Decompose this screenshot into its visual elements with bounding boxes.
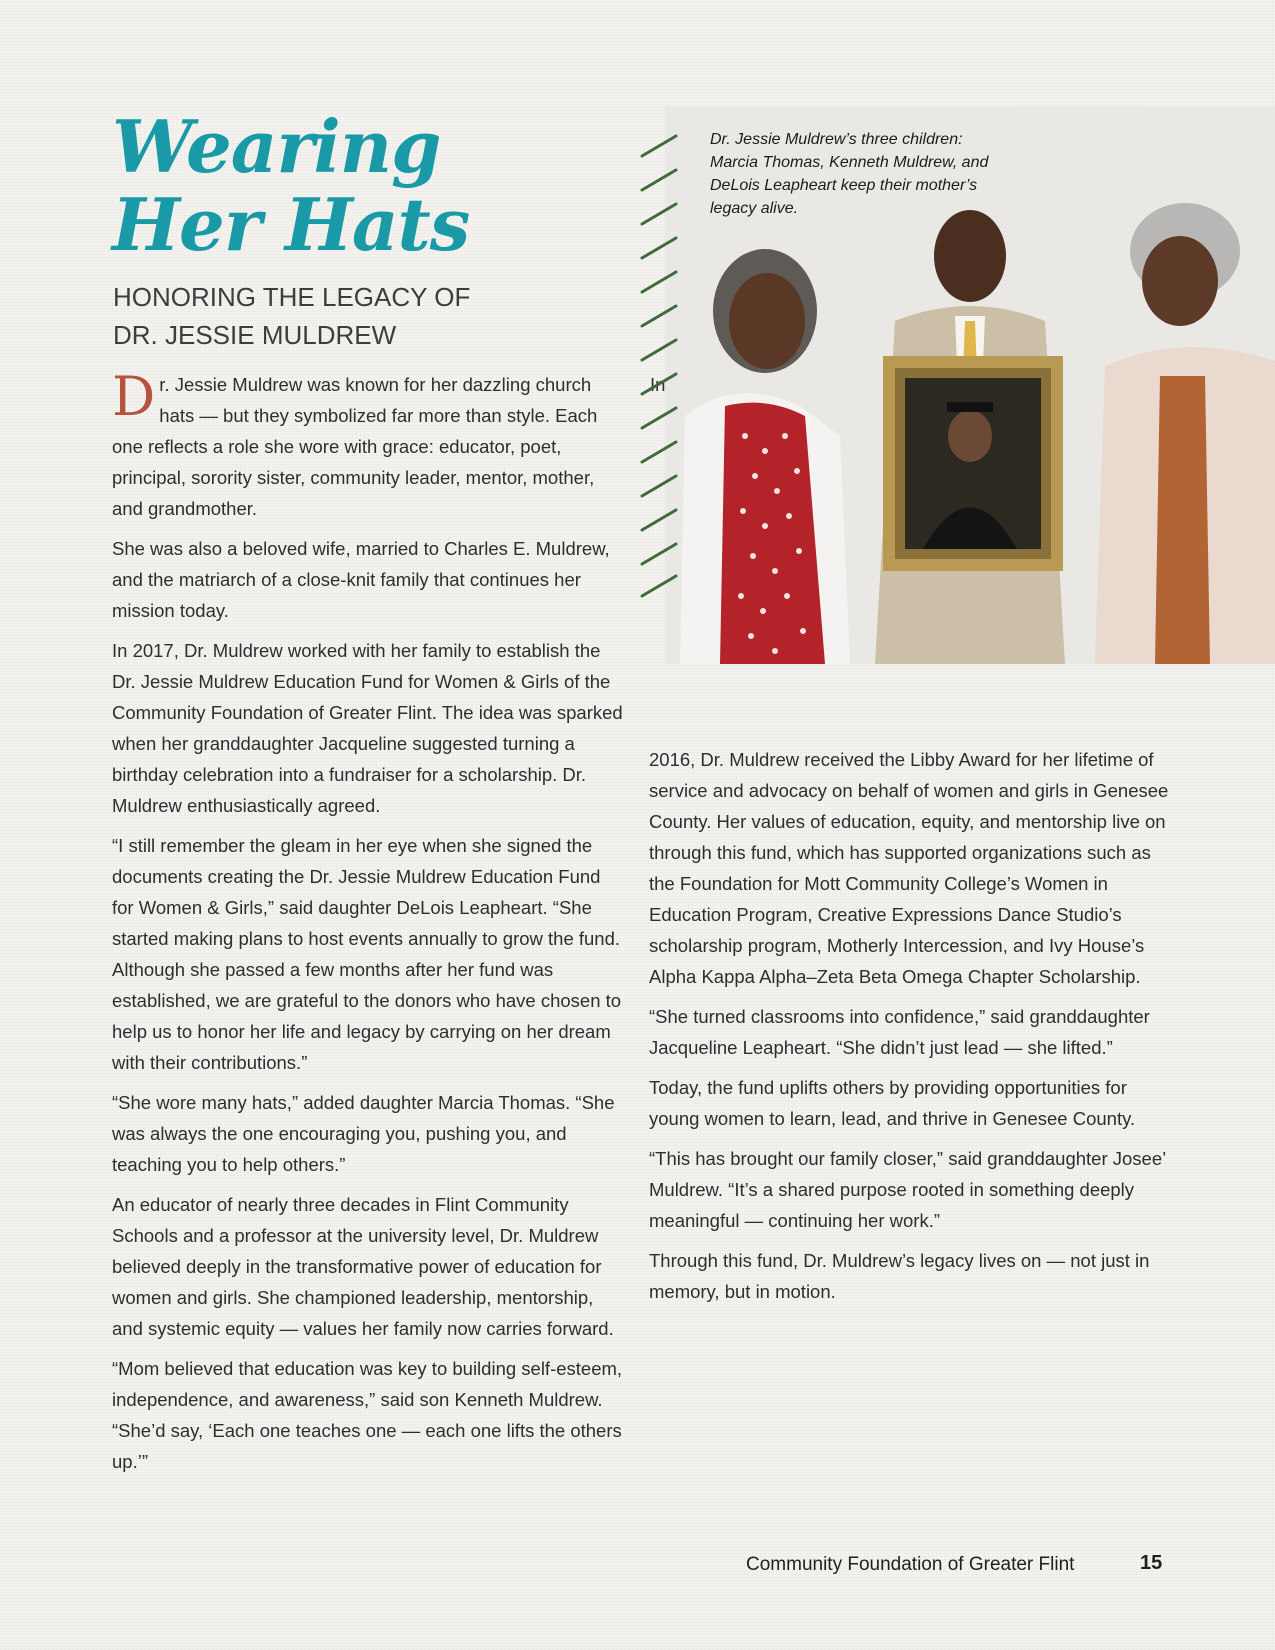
paragraph: “Mom believed that education was key to building self-esteem, independence, and awareness,” said son Kenneth Muldrew. “She’d say, ‘Each one teaches one — each one lifts the others up.’”	[112, 1358, 623, 1472]
paragraph: Today, the fund uplifts others by providing opportunities for young women to learn, lead, and thrive in Genesee County.	[649, 1077, 1136, 1129]
title-line-1: Wearing	[112, 104, 441, 189]
right-column	[649, 744, 1169, 1316]
paragraph-text: r. Jessie Muldrew was known for her dazzling church hats — but they symbolized far more than style. Each one reflects a role she wore with grace: educator, poet, principal, sorority sister, community leader, mentor, mother, and grandmother.	[112, 374, 598, 519]
paragraph: “She turned classrooms into confidence,” said granddaughter Jacqueline Leapheart. “She didn’t just lead — she lifted.”	[649, 1006, 1150, 1058]
page-number: 15	[1140, 1552, 1163, 1574]
subtitle-line-2: DR. JESSIE MULDREW	[113, 320, 397, 350]
stray-text: In	[650, 374, 666, 395]
stitch-decoration	[640, 130, 680, 600]
paragraph: She was also a beloved wife, married to Charles E. Muldrew, and the matriarch of a close-knit family that continues her mission today.	[112, 538, 610, 621]
article-subtitle	[113, 278, 470, 354]
drop-cap: D	[112, 365, 156, 428]
paragraph: “This has brought our family closer,” said granddaughter Josee’ Muldrew. “It’s a shared purpose rooted in something deeply meaningful — continuing her work.”	[649, 1148, 1166, 1231]
left-column	[112, 365, 627, 1486]
subtitle-line-1: HONORING THE LEGACY OF	[113, 282, 471, 312]
paragraph	[112, 365, 627, 524]
article-title	[112, 104, 470, 267]
paragraph: “She wore many hats,” added daughter Marcia Thomas. “She was always the one encouraging you, pushing you, and teaching you to help others.”	[112, 1092, 615, 1175]
paragraph: Through this fund, Dr. Muldrew’s legacy lives on — not just in memory, but in motion.	[649, 1250, 1150, 1302]
paragraph: 2016, Dr. Muldrew received the Libby Award for her lifetime of service and advocacy on behalf of women and girls in Genesee County. Her values of education, equity, and mentorship live on through this fund, which has supported organizations such as the Foundation for Mott Community College’s Women in Education Program, Creative Expressions Dance Studio’s scholarship program, Motherly Intercession, and Ivy House’s Alpha Kappa Alpha–Zeta Beta Omega Chapter Scholarship.	[649, 749, 1169, 987]
paragraph: An educator of nearly three decades in Flint Community Schools and a professor at the university level, Dr. Muldrew believed deeply in the transformative power of education for women and girls. She championed leadership, mentorship, and systemic equity — values her family now carries forward.	[112, 1194, 614, 1339]
paragraph: “I still remember the gleam in her eye when she signed the documents creating the Dr. Jessie Muldrew Education Fund for Women & Girls,” said daughter DeLois Leapheart. “She started making plans to host events annually to grow the fund. Although she passed a few months after her fund was established, we are grateful to the donors who have chosen to help us to honor her life and legacy by carrying on her dream with their contributions.”	[112, 835, 622, 1073]
photo-caption: Dr. Jessie Muldrew’s three children: Marcia Thomas, Kenneth Muldrew, and DeLois Leapheart keep their mother’s legacy alive.	[710, 131, 989, 217]
title-line-2: Her Hats	[112, 182, 470, 267]
paragraph: In 2017, Dr. Muldrew worked with her family to establish the Dr. Jessie Muldrew Education Fund for Women & Girls of the Community Foundation of Greater Flint. The idea was sparked when her granddaughter Jacqueline suggested turning a birthday celebration into a fundraiser for a scholarship. Dr. Muldrew enthusiastically agreed.	[112, 640, 623, 816]
footer-organization: Community Foundation of Greater Flint	[746, 1554, 1075, 1575]
